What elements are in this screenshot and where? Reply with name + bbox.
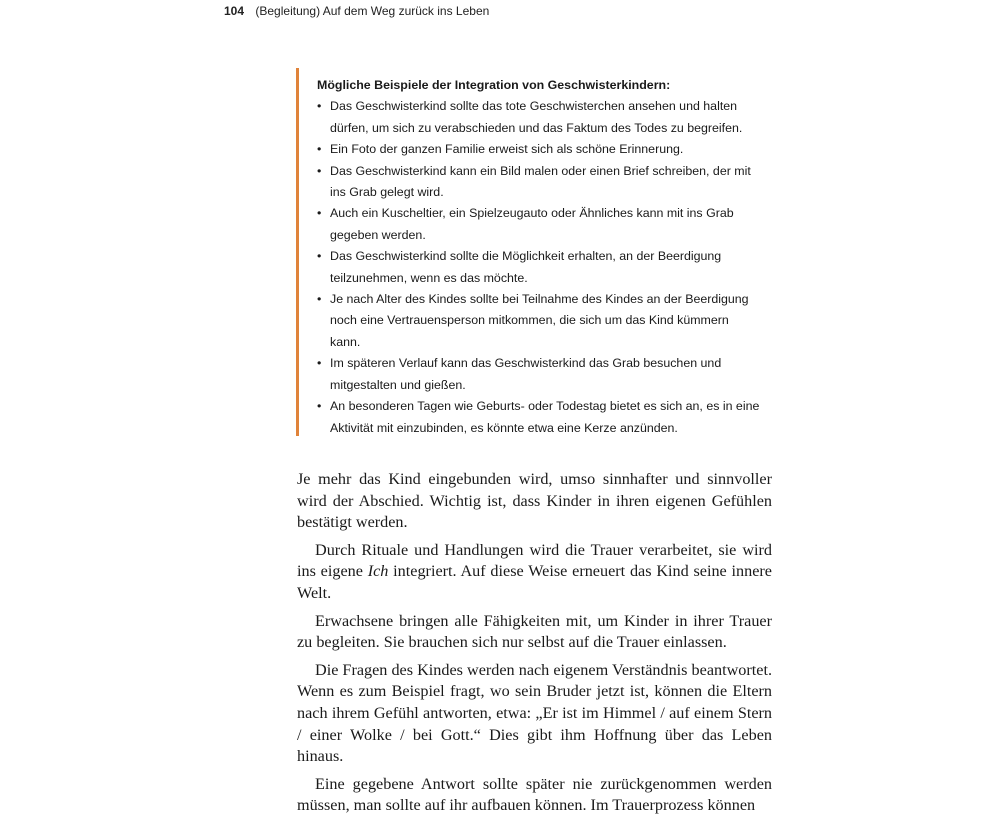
examples-box [296, 68, 766, 436]
paragraph-3: Erwachsene bringen alle Fähigkeiten mit, um Kinder in ihrer Trauer zu begleiten. Sie brauchen sich nur selbst auf die Trauer einlassen. [297, 611, 772, 652]
paragraph-2-italic: Ich [367, 562, 389, 581]
list-item: • An besonderen Tagen wie Geburts- oder Todestag bietet es sich an, es in eine Aktivität mit einzubinden, es könnte etwa eine Kerze anzünden. [317, 396, 762, 439]
list-item: • Ein Foto der ganzen Familie erweist sich als schöne Erinnerung. [317, 139, 762, 160]
paragraph-2-start: Durch Rituale und Handlungen wird die Trauer verarbeitet, sie wird ins eigene [297, 540, 772, 581]
paragraph-1: Je mehr das Kind eingebunden wird, umso sinnhafter und sinnvoller wird der Abschied. Wichtig ist, dass Kinder in ihren eigenen Gefühlen bestätigt werden. [297, 470, 772, 532]
running-header [224, 4, 489, 18]
paragraph-5: Eine gegebene Antwort sollte später nie zurückgenommen werden müssen, man sollte auf ihr aufbauen können. Im Trauerprozess können [297, 774, 772, 815]
paragraph-2-end: integriert. Auf diese Weise erneuert das Kind seine innere Welt. [297, 562, 772, 602]
list-item: • Je nach Alter des Kindes sollte bei Teilnahme des Kindes an der Beerdigung noch eine Vertrauensperson mitkommen, die sich um das Kind kümmern kann. [317, 289, 762, 353]
list-item: • Auch ein Kuscheltier, ein Spielzeugauto oder Ähnliches kann mit ins Grab gegeben werden. [317, 203, 762, 246]
body-text [297, 469, 772, 823]
paragraph-4: Die Fragen des Kindes werden nach eigenem Verständnis beantwortet. Wenn es zum Beispiel fragt, wo sein Bruder jetzt ist, können die Eltern nach ihrem Gefühl antworten, etwa: „Er ist im Himmel / auf einem Stern / einer Wolke / bei Gott.“ Dies gibt ihm Hoffnung über das Leben hinaus. [297, 660, 772, 766]
list-item: • Das Geschwisterkind sollte das tote Geschwisterchen ansehen und halten dürfen, um sich zu verabschieden und das Faktum des Todes zu begreifen. [317, 96, 762, 139]
paragraph-2 [297, 540, 772, 605]
page-number: 104 [224, 4, 245, 18]
list-item: • Im späteren Verlauf kann das Geschwisterkind das Grab besuchen und mitgestalten und gießen. [317, 353, 762, 396]
list-item: • Das Geschwisterkind kann ein Bild malen oder einen Brief schreiben, der mit ins Grab gelegt wird. [317, 161, 762, 204]
examples-list [317, 96, 766, 439]
box-heading: Mögliche Beispiele der Integration von Geschwisterkindern: [317, 78, 671, 92]
running-title: (Begleitung) Auf dem Weg zurück ins Leben [255, 4, 490, 18]
list-item: • Das Geschwisterkind sollte die Möglichkeit erhalten, an der Beerdigung teilzunehmen, wenn es das möchte. [317, 246, 762, 289]
